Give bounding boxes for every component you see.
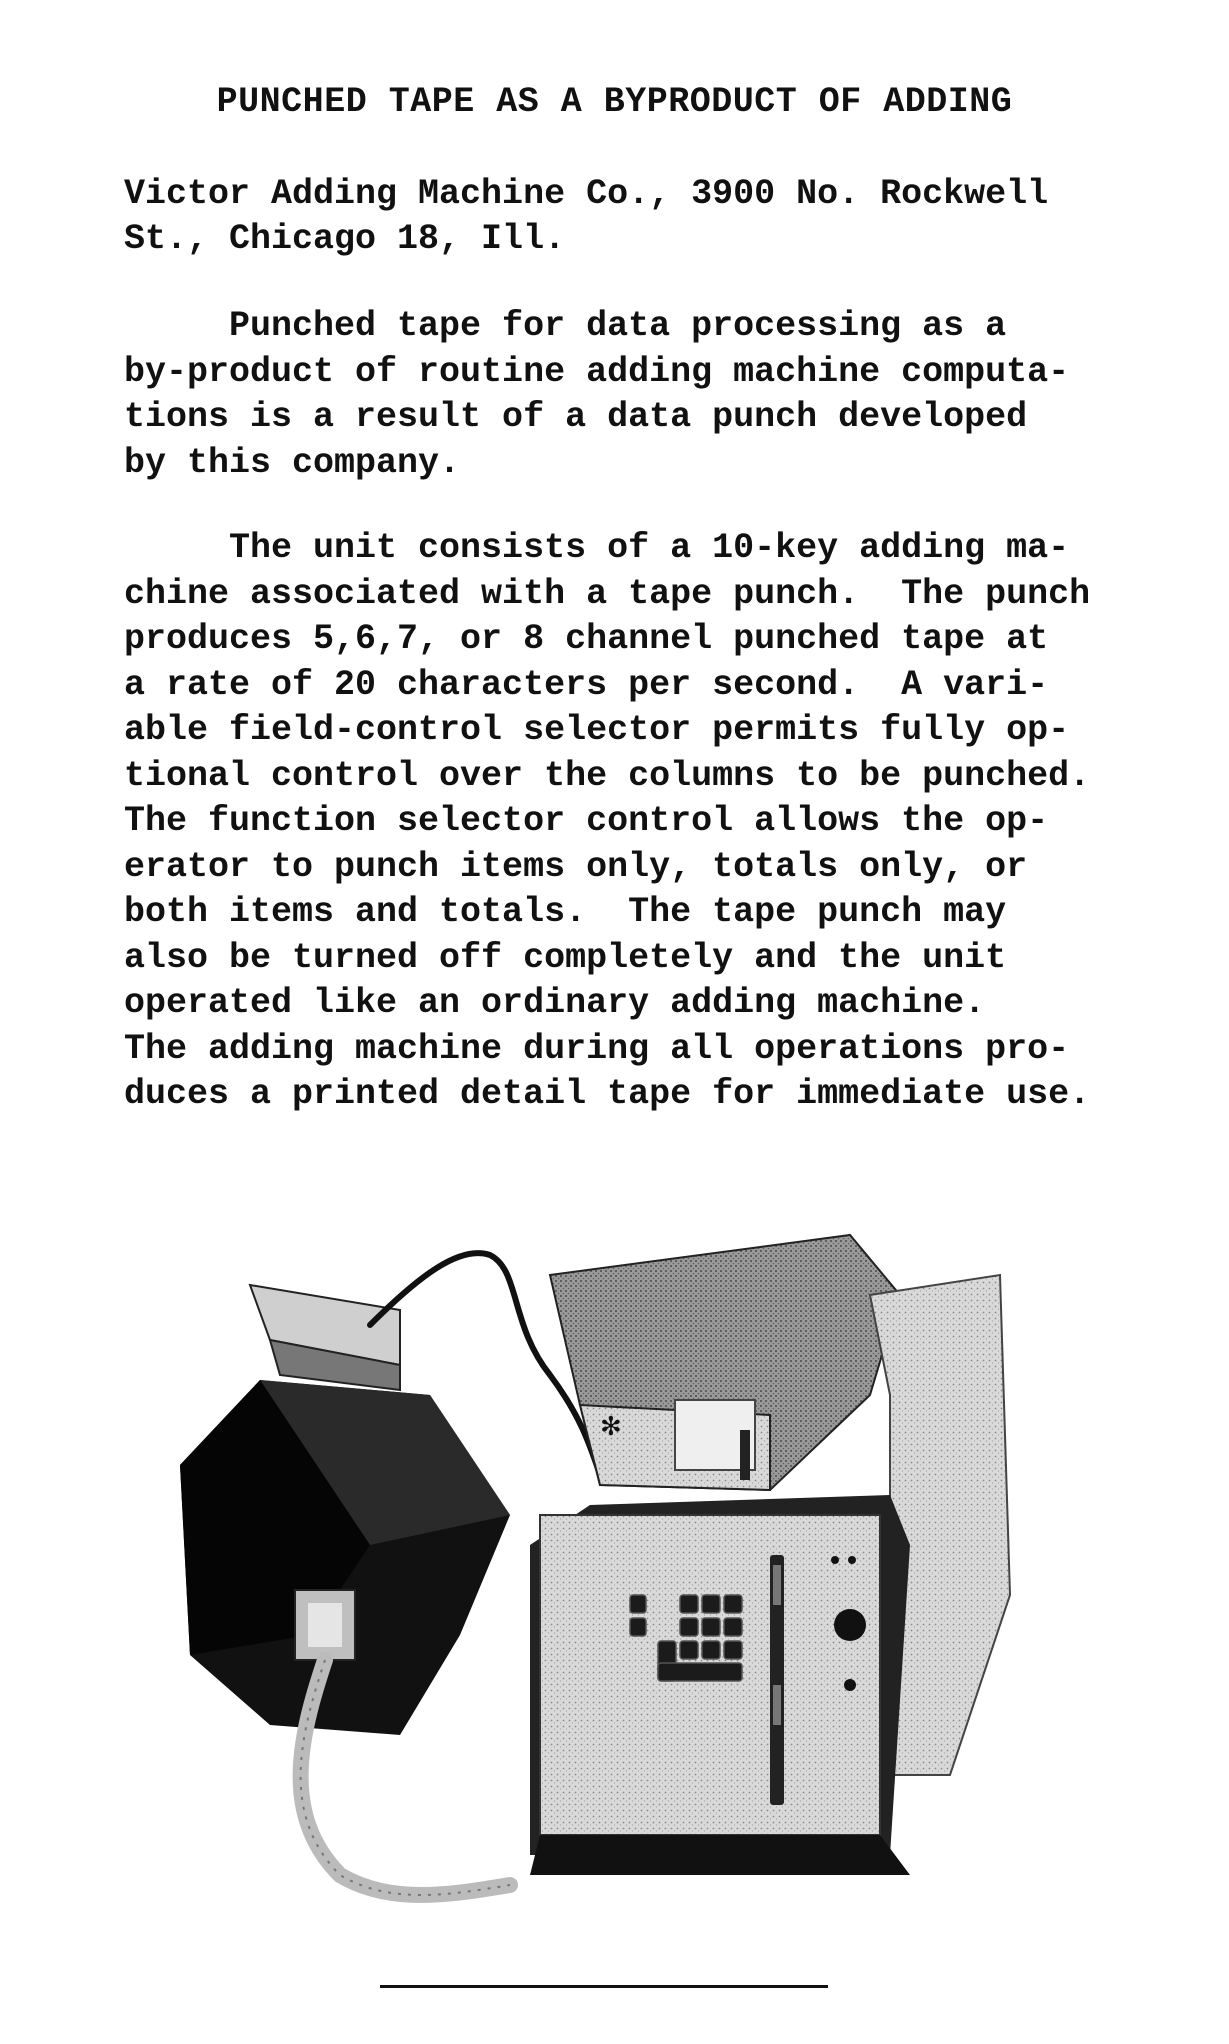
text-line: tions is a result of a data punch developed (124, 397, 1028, 437)
text-line: produces 5,6,7, or 8 channel punched tape at (124, 619, 1049, 659)
paragraph-intro (124, 304, 1134, 486)
text-line: both items and totals. The tape punch may (124, 892, 1007, 932)
machine-photo (130, 1215, 1120, 1915)
text-line: a rate of 20 characters per second. A vari- (124, 664, 1049, 705)
svg-text:✻: ✻ (600, 1412, 622, 1442)
text-line: able field-control selector permits fully op- (124, 710, 1070, 750)
text-line: by-product of routine adding machine computa- (124, 351, 1070, 392)
text-line: erator to punch items only, totals only, or (124, 846, 1028, 887)
text-line: The adding machine during all operations pro- (124, 1028, 1070, 1069)
text-line: Punched tape for data processing as a (124, 306, 1007, 346)
text-line: duces a printed detail tape for immediate use. (124, 1074, 1091, 1114)
text-line: tional control over the columns to be punched. (124, 755, 1091, 796)
text-line: chine associated with a tape punch. The punch (124, 573, 1091, 614)
text-line: The unit consists of a 10-key adding ma- (124, 528, 1070, 568)
article-title: PUNCHED TAPE AS A BYPRODUCT OF ADDING (216, 82, 1013, 122)
paragraph-description (124, 526, 1134, 1118)
tape-punch-unit (180, 1285, 510, 1735)
footer-rule (380, 1985, 828, 1988)
adding-machine (530, 1235, 1010, 1875)
address-line: St., Chicago 18, Ill. (124, 219, 566, 259)
address-line: Victor Adding Machine Co., 3900 No. Rockwell (124, 174, 1049, 214)
text-line: operated like an ordinary adding machine. (124, 983, 986, 1023)
text-line: by this company. (124, 442, 461, 483)
text-line: The function selector control allows the op- (124, 801, 1049, 841)
text-line: also be turned off completely and the unit (124, 937, 1007, 978)
company-address (124, 172, 1048, 262)
